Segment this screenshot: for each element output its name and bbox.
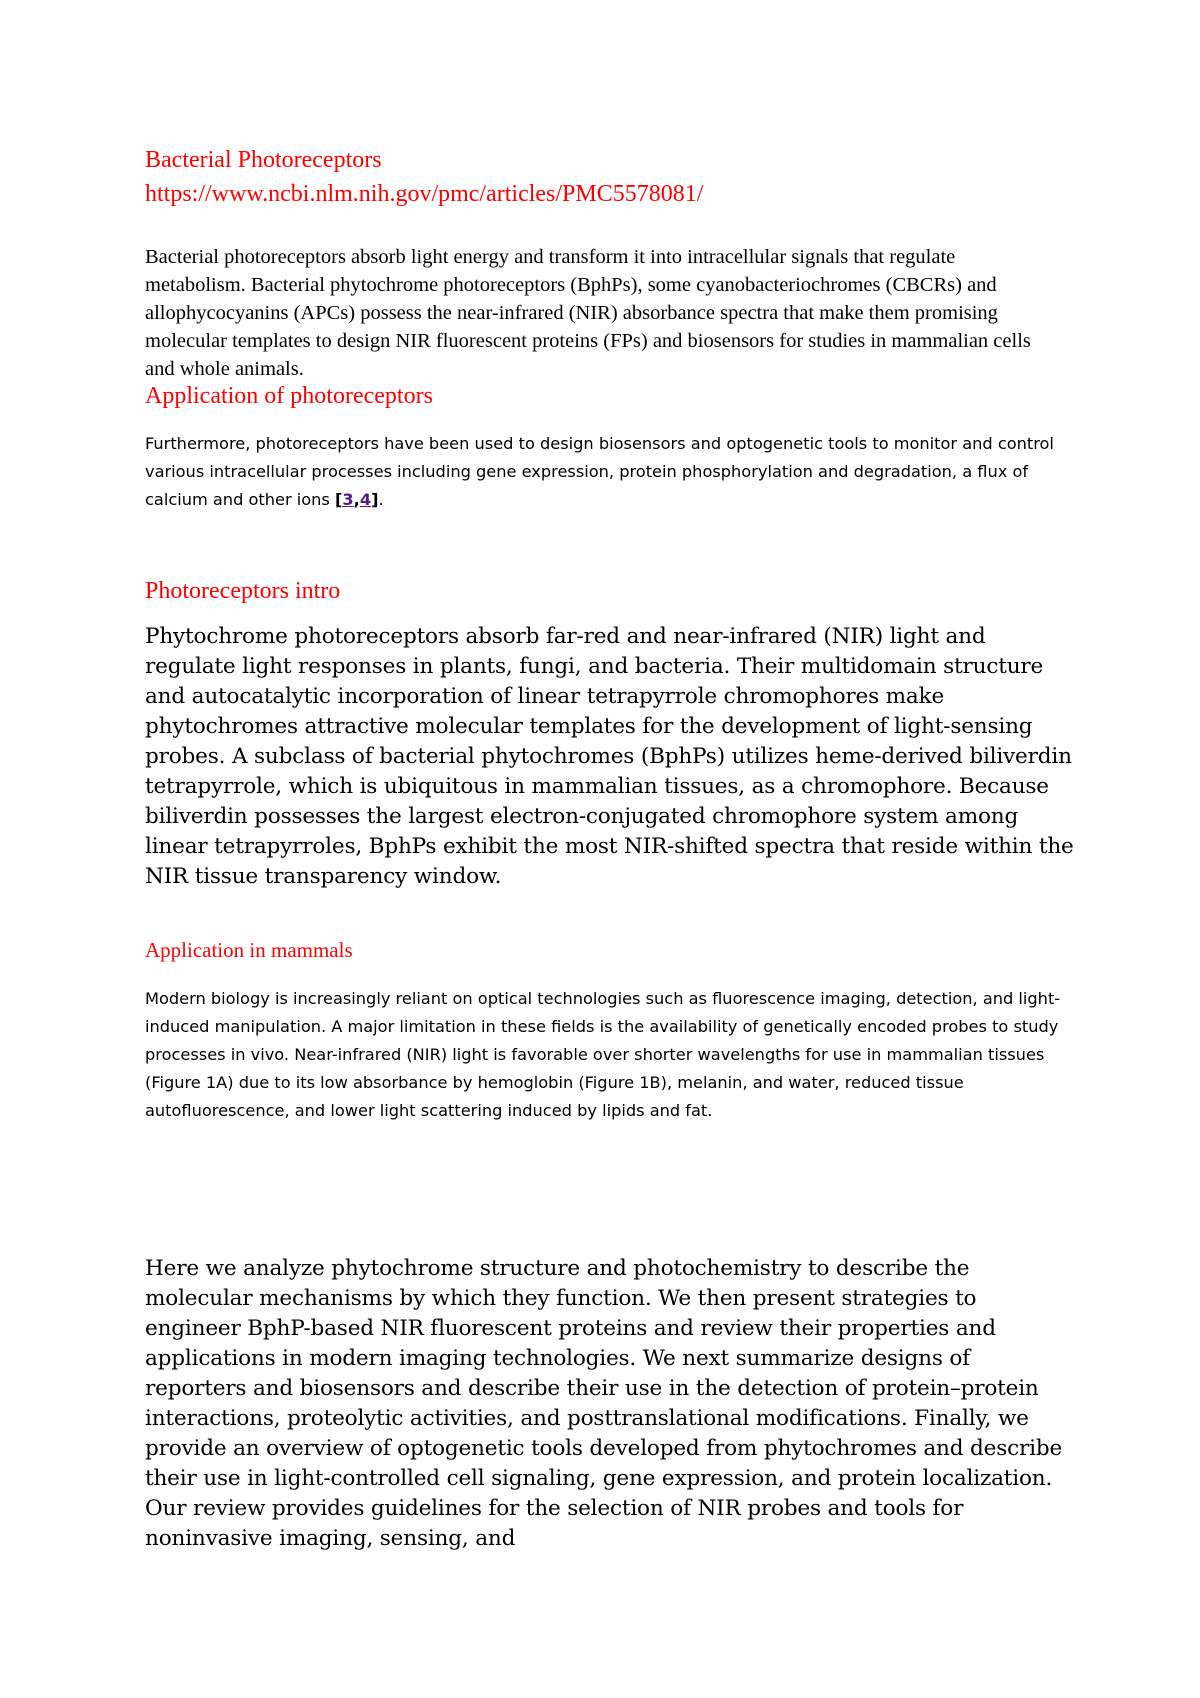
reference-bracket-open: [ [335, 490, 343, 509]
mammals-heading: Application in mammals [145, 938, 353, 962]
reference-separator: , [353, 490, 360, 509]
reference-bracket-close: ] [371, 490, 379, 509]
application-paragraph-text: Furthermore, photoreceptors have been used to design biosensors and optogenetic tools to monitor and control various intracellular processes including gene expression, protein phosphorylation and degradation, a flux of calcium and other ions [145, 434, 1054, 509]
application-heading: Application of photoreceptors [145, 383, 433, 409]
reference-link-4[interactable]: 4 [359, 490, 372, 509]
modern-biology-paragraph: Modern biology is increasingly reliant on optical technologies such as fluorescence imaging, detection, and light-induced manipulation. A major limitation in these fields is the availability of genetically encoded probes to study processes in vivo. Near-infrared (NIR) light is favorable over shorter wavelengths for use in mammalian tissues (Figure 1A) due to its low absorbance by hemoglobin (Figure 1B), melanin, and water, reduced tissue autofluorescence, and lower light scattering induced by lipids and fat. [145, 989, 1061, 1120]
application-paragraph [145, 430, 1075, 514]
source-url: https://www.ncbi.nlm.nih.gov/pmc/articles/PMC5578081/ [145, 181, 704, 207]
reference-link-3[interactable]: 3 [342, 490, 354, 509]
document-title: Bacterial Photoreceptors [145, 147, 382, 173]
intro-paragraph: Bacterial photoreceptors absorb light energy and transform it into intracellular signals that regulate metabolism. Bacterial phytochrome photoreceptors (BphPs), some cyanobacteriochromes (CBCRs) and allophycocyanins (APCs) possess the near-infrared (NIR) absorbance spectra that make them promising molecular templates to design NIR fluorescent proteins (FPs) and biosensors for studies in mammalian cells and whole animals. [145, 246, 1031, 380]
photoreceptors-intro-heading: Photoreceptors intro [145, 578, 341, 604]
phytochrome-paragraph: Phytochrome photoreceptors absorb far-red and near-infrared (NIR) light and regulate light responses in plants, fungi, and bacteria. Their multidomain structure and autocatalytic incorporation of linear tetrapyrrole chromophores make phytochromes attractive molecular templates for the development of light-sensing probes. A subclass of bacterial phytochromes (BphPs) utilizes heme-derived biliverdin tetrapyrrole, which is ubiquitous in mammalian tissues, as a chromophore. Because biliverdin possesses the largest electron-conjugated chromophore system among linear tetrapyrroles, BphPs exhibit the most NIR-shifted spectra that reside within the NIR tissue transparency window. [145, 624, 1074, 889]
application-paragraph-end: . [378, 490, 384, 509]
analysis-paragraph: Here we analyze phytochrome structure and photochemistry to describe the molecular mechanisms by which they function. We then present strategies to engineer BphP-based NIR fluorescent proteins and review their properties and applications in modern imaging technologies. We next summarize designs of reporters and biosensors and describe their use in the detection of protein–protein interactions, proteolytic activities, and posttranslational modifications. Finally, we provide an overview of optogenetic tools developed from phytochromes and describe their use in light-controlled cell signaling, gene expression, and protein localization. Our review provides guidelines for the selection of NIR probes and tools for noninvasive imaging, sensing, and [145, 1256, 1063, 1551]
